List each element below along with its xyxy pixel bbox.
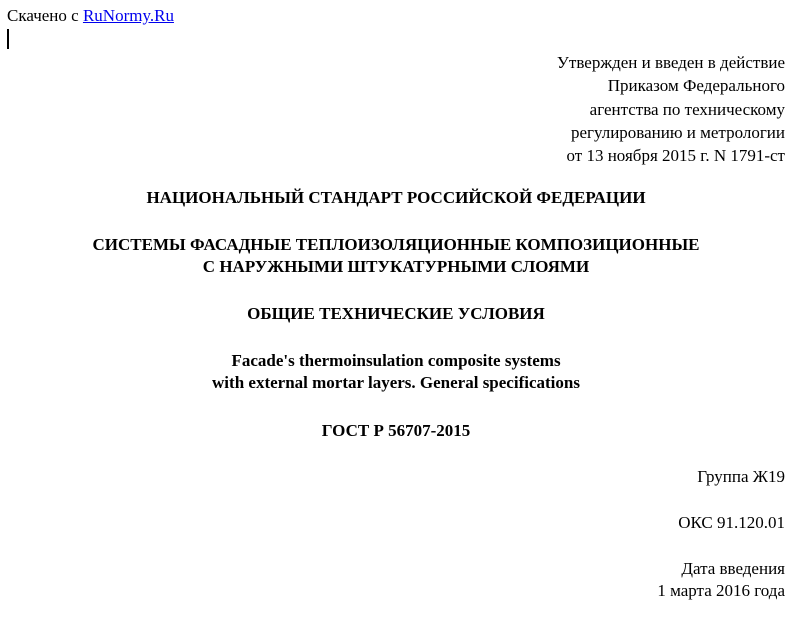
oks-label: ОКС 91.120.01	[678, 513, 785, 532]
english-title-line: Facade's thermoinsulation composite systems	[231, 351, 561, 370]
standard-title-line: СИСТЕМЫ ФАСАДНЫЕ ТЕПЛОИЗОЛЯЦИОННЫЕ КОМПОЗИЦИОННЫЕ	[92, 235, 700, 254]
approval-block	[557, 51, 785, 167]
approval-line: регулированию и метрологии	[570, 122, 785, 142]
text-cursor	[7, 29, 9, 49]
standard-title	[0, 234, 792, 278]
approval-line: Утвержден и введен в действие	[556, 53, 785, 72]
gost-code	[0, 420, 792, 442]
approval-line: Приказом Федерального	[607, 76, 785, 96]
approval-line: агентства по техническому	[589, 99, 785, 119]
standard-heading	[0, 187, 792, 209]
standard-subtitle-text: ОБЩИЕ ТЕХНИЧЕСКИЕ УСЛОВИЯ	[247, 304, 545, 323]
english-title	[0, 350, 792, 394]
intro-date-label: Дата введения	[681, 559, 785, 578]
standard-title-line: С НАРУЖНЫМИ ШТУКАТУРНЫМИ СЛОЯМИ	[202, 257, 590, 276]
standard-subtitle	[0, 303, 792, 325]
intro-date-value: 1 марта 2016 года	[657, 581, 785, 600]
english-title-line: with external mortar layers. General specifications	[212, 373, 580, 392]
source-prefix: Скачено с	[7, 6, 79, 25]
approval-line: от 13 ноября 2015 г. N 1791-ст	[566, 146, 785, 166]
gost-code-text: ГОСТ Р 56707-2015	[321, 421, 471, 440]
standard-heading-text: НАЦИОНАЛЬНЫЙ СТАНДАРТ РОССИЙСКОЙ ФЕДЕРАЦИИ	[146, 188, 646, 207]
runormy-link[interactable]: RuNormy.Ru	[82, 6, 174, 25]
group-label: Группа Ж19	[697, 467, 785, 486]
source-line	[7, 6, 174, 26]
